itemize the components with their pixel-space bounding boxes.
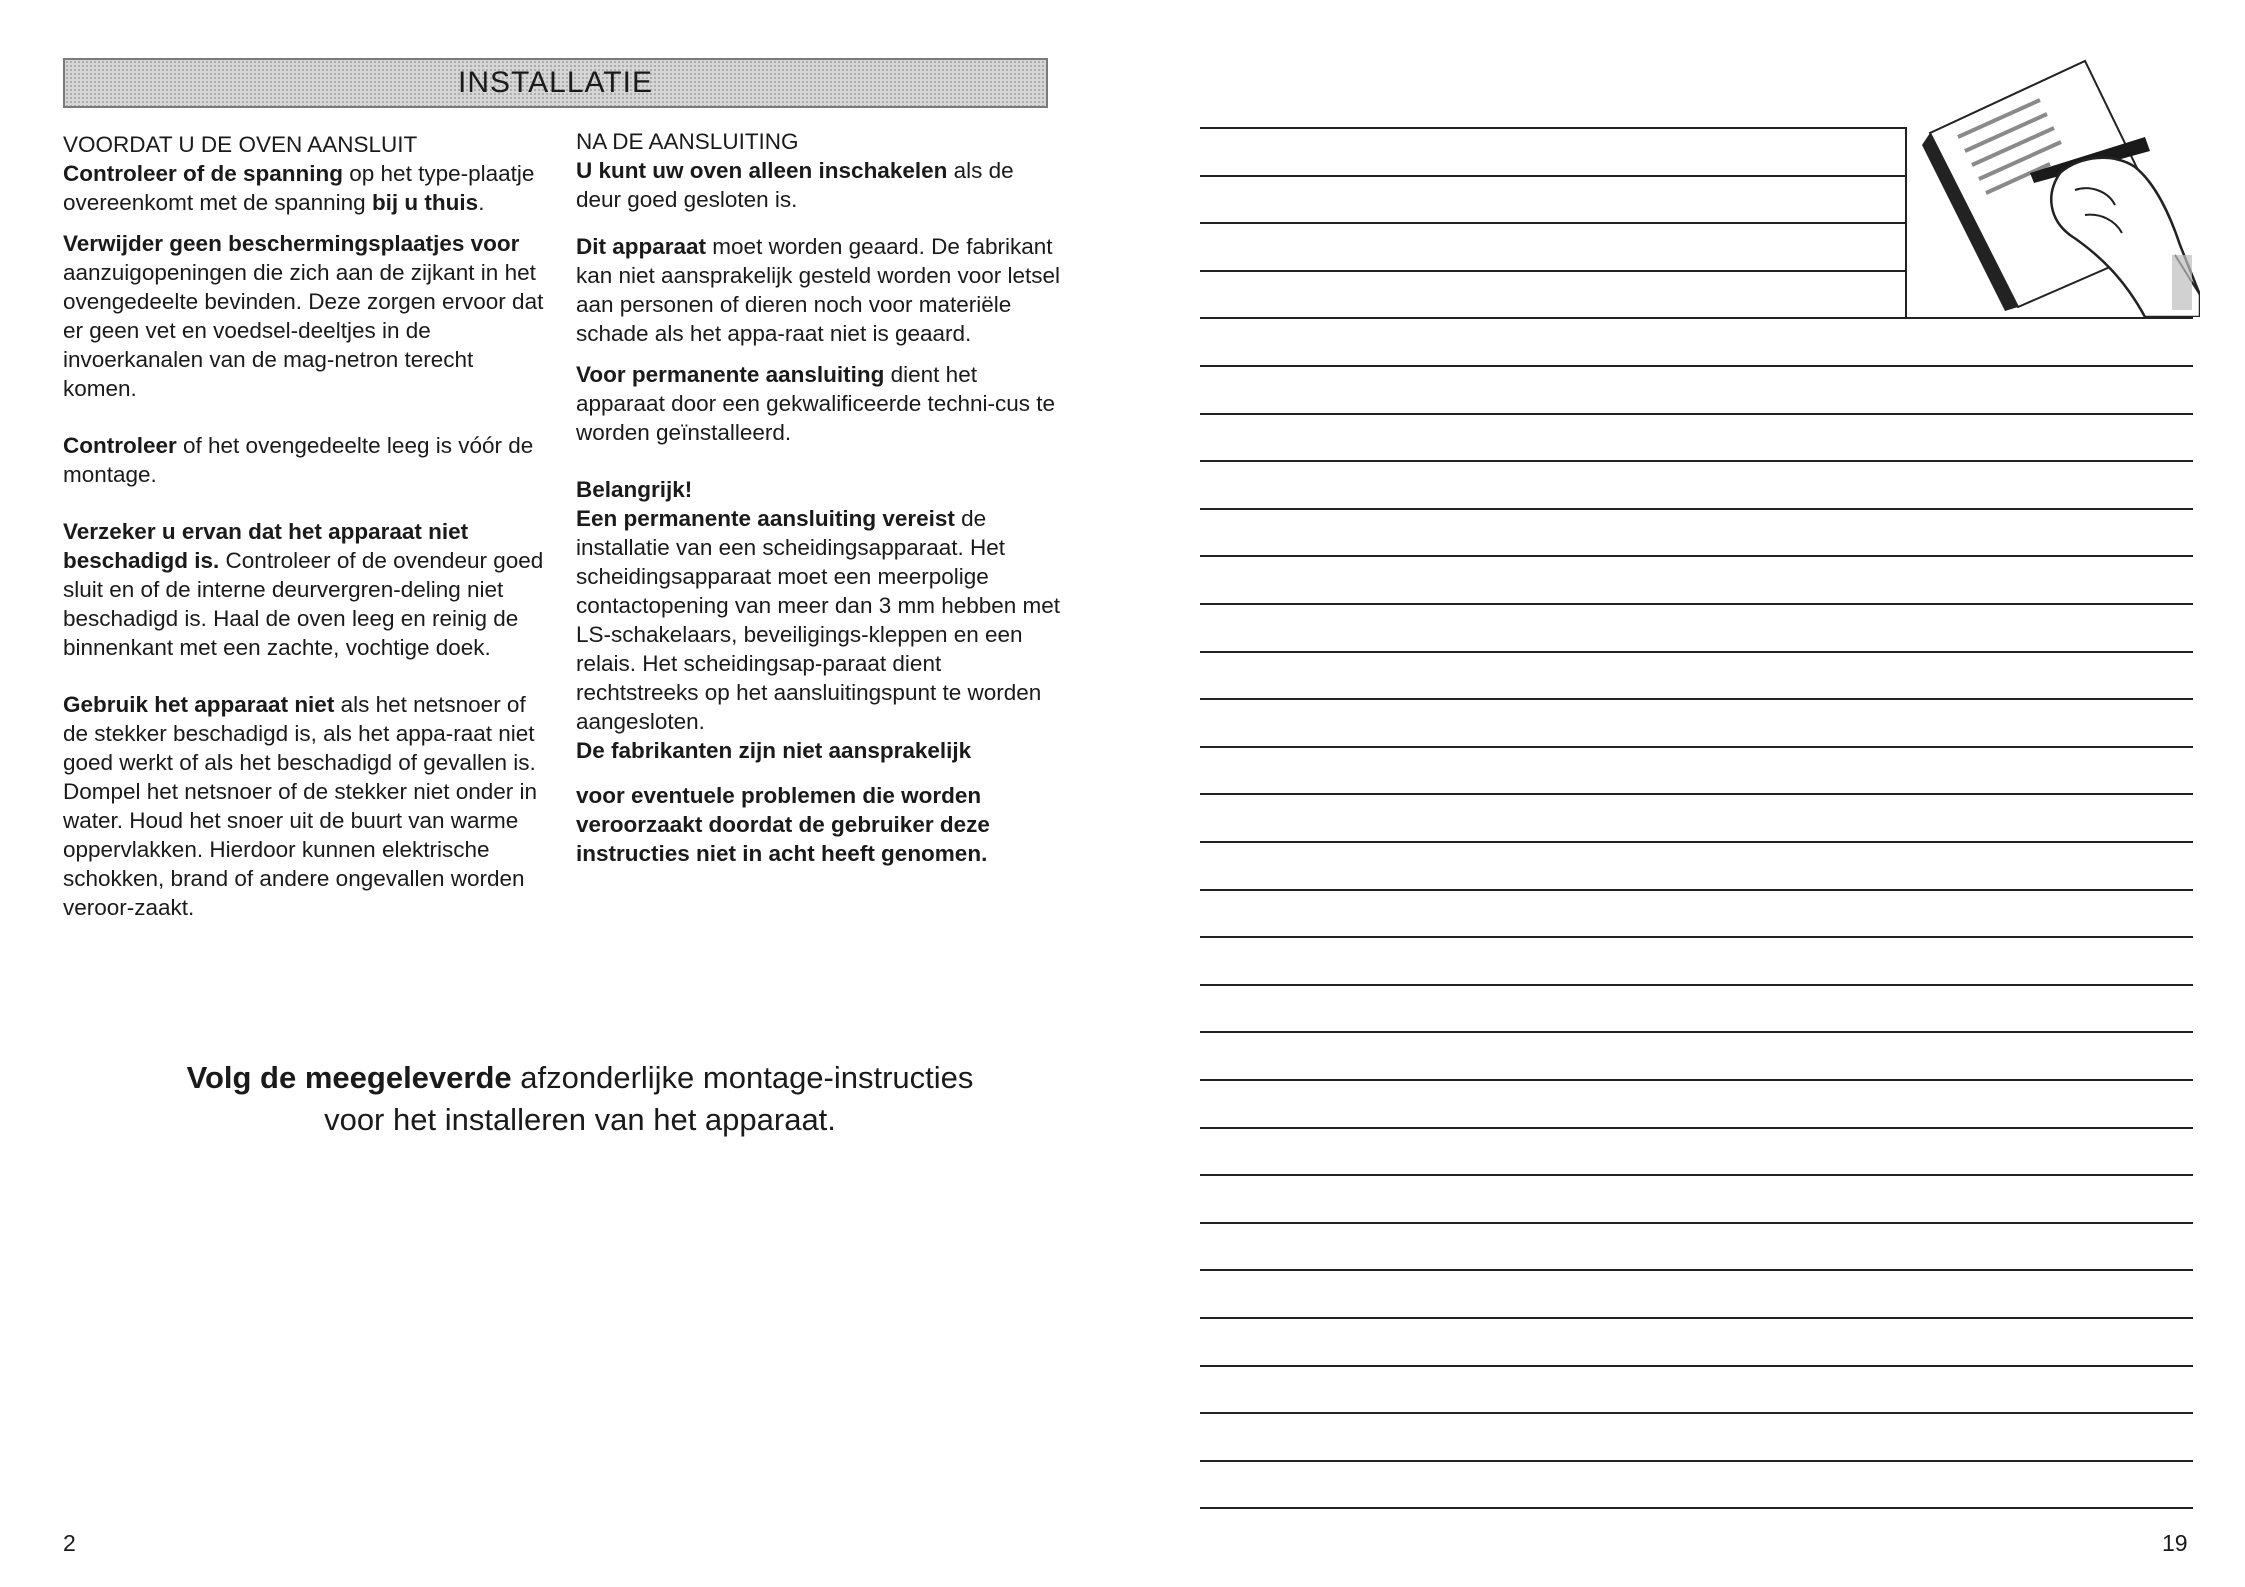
right-paragraph-5: voor eventuele problemen die worden veroorzaakt doordat de gebruiker deze instructies niet in acht heeft genomen. <box>576 783 990 866</box>
left-paragraph-1: Controleer of de spanning op het type-plaatje overeenkomt met de spanning bij u thuis. <box>63 161 535 215</box>
note-line <box>1200 127 1905 129</box>
note-line <box>1200 365 2193 367</box>
note-line <box>1200 1031 2193 1033</box>
left-paragraph-5: Gebruik het apparaat niet als het netsnoer of de stekker beschadigd is, als het appa-raat niet goed werkt of als het beschadigd of gevallen is. Dompel het netsnoer of de stekker niet onder in water. Houd het snoer uit de buurt van warme oppervlakken. Hierdoor kunnen elektrische schokken, brand of andere ongevallen worden veroor-zaakt. <box>63 692 538 920</box>
note-line <box>1200 651 2193 653</box>
left-column <box>63 130 545 922</box>
note-line <box>1200 841 2193 843</box>
left-paragraph-3: Controleer of het ovengedeelte leeg is vóór de montage. <box>63 433 534 487</box>
note-line <box>1200 1460 2193 1462</box>
note-line <box>1200 270 1905 272</box>
note-line <box>1200 698 2193 700</box>
note-line <box>1200 1079 2193 1081</box>
note-line <box>1200 1365 2193 1367</box>
left-heading: VOORDAT U DE OVEN AANSLUIT <box>63 132 418 157</box>
note-line <box>1200 413 2193 415</box>
right-paragraph-4: Belangrijk! Een permanente aansluiting vereist de installatie van een scheidingsapparaat. Het scheidingsapparaat moet een meerpolige contactopening van meer dan 3 mm hebben met LS-schakelaars, beveiligings-kleppen en een relais. Het scheidingsap-paraat dient rechtstreeks op het aansluitingspunt te worden aangesloten. De fabrikanten zijn niet aansprakelijk <box>576 477 1061 763</box>
note-line <box>1200 1317 2193 1319</box>
note-line <box>1200 460 2193 462</box>
note-line <box>1200 984 2193 986</box>
note-line <box>1200 793 2193 795</box>
left-paragraph-4: Verzeker u ervan dat het apparaat niet beschadigd is. Controleer of de ovendeur goed sluit en of de interne deurvergren-deling niet beschadigd is. Haal de oven leeg en reinig de binnenkant met een zachte, vochtige doek. <box>63 519 544 660</box>
page-number-left: 2 <box>63 1530 76 1556</box>
right-paragraph-3: Voor permanente aansluiting dient het apparaat door een gekwalificeerde techni-cus te worden geïnstalleerd. <box>576 362 1056 445</box>
installation-note: Volg de meegeleverde afzonderlijke montage-instructies voor het installeren van het apparaat. <box>186 1060 974 1137</box>
note-line <box>1200 1507 2193 1509</box>
note-line <box>1200 222 1905 224</box>
right-column <box>576 127 1061 868</box>
right-paragraph-1: U kunt uw oven alleen inschakelen als de deur goed gesloten is. <box>576 158 1014 212</box>
right-heading: NA DE AANSLUITING <box>576 129 799 154</box>
note-line <box>1200 1222 2193 1224</box>
hand-writing-on-paper-icon <box>1910 55 2200 317</box>
page-number-right: 19 <box>2162 1530 2188 1556</box>
note-line <box>1200 746 2193 748</box>
note-line <box>1200 1412 2193 1414</box>
note-line <box>1200 1269 2193 1271</box>
note-line <box>1200 508 2193 510</box>
section-title: INSTALLATIE <box>458 66 653 99</box>
left-paragraph-2: Verwijder geen beschermingsplaatjes voor aanzuigopeningen die zich aan de zijkant in het ovengedeelte bevinden. Deze zorgen ervoor dat er geen vet en voedsel-deeltjes in de invoerkanalen van de mag-netron terecht komen. <box>63 231 544 401</box>
note-line <box>1200 889 2193 891</box>
section-banner <box>63 58 1048 108</box>
note-line <box>1200 1174 2193 1176</box>
note-line <box>1200 603 2193 605</box>
note-line <box>1200 555 2193 557</box>
note-line <box>1200 175 1905 177</box>
illustration-frame <box>1905 127 1907 317</box>
note-line <box>1200 936 2193 938</box>
note-line <box>1200 317 2193 319</box>
note-line <box>1200 1127 2193 1129</box>
right-paragraph-2: Dit apparaat moet worden geaard. De fabrikant kan niet aansprakelijk gesteld worden voor letsel aan personen of dieren noch voor materiële schade als het appa-raat niet is geaard. <box>576 234 1061 346</box>
